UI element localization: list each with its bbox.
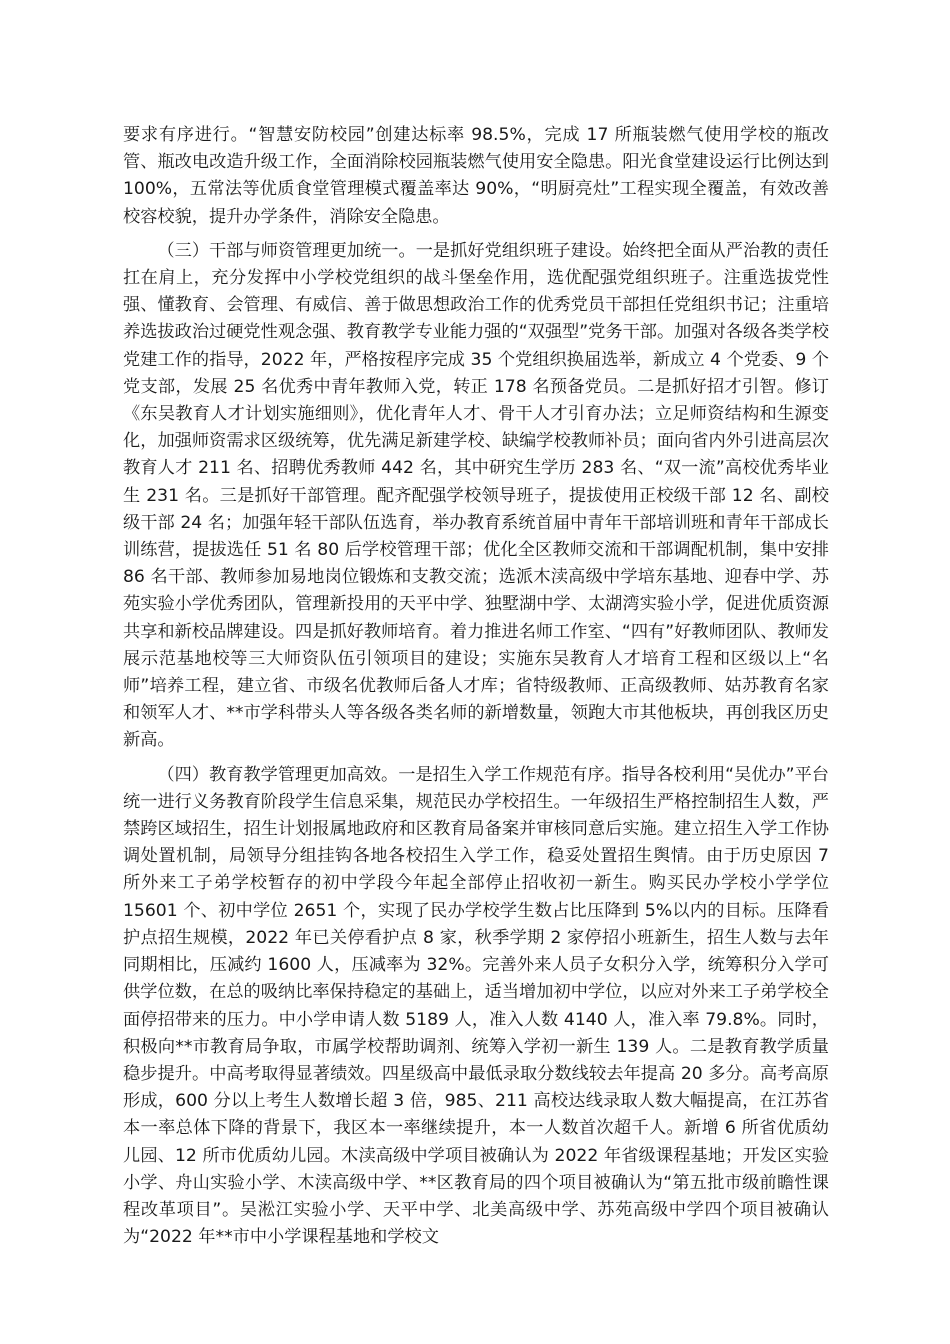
document-body [123, 122, 829, 1251]
paragraph-cadre-teacher-management: （三）干部与师资管理更加统一。一是抓好党组织班子建设。始终把全面从严治教的责任扛在肩上，充分发挥中小学校党组织的战斗堡垒作用，选优配强党组织班子。注重选拔党性强、懂教育、会管理、有威信、善于做思想政治工作的优秀党员干部担任党组织书记；注重培养选拔政治过硬党性观念强、教育教学专业能力强的“双强型”党务干部。加强对各级各类学校党建工作的指导，2022 年，严格按程序完成 35 个党组织换届选举，新成立 4 个党委、9 个党支部，发展 25 名优秀中青年教师入党，转正 178 名预备党员。二是抓好招才引智。修订《东吴教育人才计划实施细则》，优化青年人才、骨干人才引育办法；立足师资结构和生源变化，加强师资需求区级统筹，优先满足新建学校、缺编学校教师补员；面向省内外引进高层次教育人才 211 名、招聘优秀教师 442 名，其中研究生学历 283 名、“双一流”高校优秀毕业生 231 名。三是抓好干部管理。配齐配强学校领导班子，提拔使用正校级干部 12 名、副校级干部 24 名；加强年轻干部队伍选育，举办教育系统首届中青年干部培训班和青年干部成长训练营，提拔选任 51 名 80 后学校管理干部；优化全区教师交流和干部调配机制，集中安排 86 名干部、教师参加易地岗位锻炼和支教交流；选派木渎高级中学培东基地、迎春中学、苏苑实验小学优秀团队，管理新投用的天平中学、独墅湖中学、太湖湾实验小学，促进优质资源共享和新校品牌建设。四是抓好教师培育。着力推进名师工作室、“四有”好教师团队、教师发展示范基地校等三大师资队伍引领项目的建设；实施东吴教育人才培育工程和区级以上“名师”培养工程，建立省、市级名优教师后备人才库；省特级教师、正高级教师、姑苏教育名家和领军人才、**市学科带头人等各级各类名师的新增数量，领跑大市其他板块，再创我区历史新高。 [123, 240, 829, 751]
paragraph-safety-continued: 要求有序进行。“智慧安防校园”创建达标率 98.5%，完成 17 所瓶装燃气使用学校的瓶改管、瓶改电改造升级工作，全面消除校园瓶装燃气使用安全隐患。阳光食堂建设运行比例达到 100%，五常法等优质食堂管理模式覆盖率达 90%，“明厨亮灶”工程实现全覆盖，有效改善校容校貌，提升办学条件，消除安全隐患。 [123, 125, 829, 227]
paragraph-teaching-management: （四）教育教学管理更加高效。一是招生入学工作规范有序。指导各校利用“吴优办”平台统一进行义务教育阶段学生信息采集，规范民办学校招生。一年级招生严格控制招生人数，严禁跨区域招生，招生计划报属地政府和区教育局备案并审核同意后实施。建立招生入学工作协调处置机制，局领导分组挂钩各地各校招生入学工作，稳妥处置招生舆情。由于历史原因 7 所外来工子弟学校暂存的初中学段今年起全部停止招收初一新生。购买民办学校小学学位 15601 个、初中学位 2651 个，实现了民办学校学生数占比压降到 5%以内的目标。压降看护点招生规模，2022 年已关停看护点 8 家，秋季学期 2 家停招小班新生，招生人数与去年同期相比，压减约 1600 人，压减率为 32%。完善外来人员子女积分入学，统筹积分入学可供学位数，在总的吸纳比率保持稳定的基础上，适当增加初中学位，以应对外来工子弟学校全面停招带来的压力。中小学申请人数 5189 人，准入人数 4140 人，准入率 79.8%。同时，积极向**市教育局争取，市属学校帮助调剂、统筹入学初一新生 139 人。二是教育教学质量稳步提升。中高考取得显著绩效。四星级高中最低录取分数线较去年提高 20 多分。高考高原形成，600 分以上考生人数增长超 3 倍，985、211 高校达线录取人数大幅提高，在江苏省本一率总体下降的背景下，我区本一率继续提升，本一人数首次超千人。新增 6 所省优质幼儿园、12 所市优质幼儿园。木渎高级中学项目被确认为 2022 年省级课程基地；开发区实验小学、舟山实验小学、木渎高级中学、**区教育局的四个项目被确认为“第五批市级前瞻性课程改革项目”。吴淞江实验小学、天平中学、北美高级中学、苏苑高级中学四个项目被确认为“2022 年**市中小学课程基地和学校文 [123, 764, 829, 1248]
